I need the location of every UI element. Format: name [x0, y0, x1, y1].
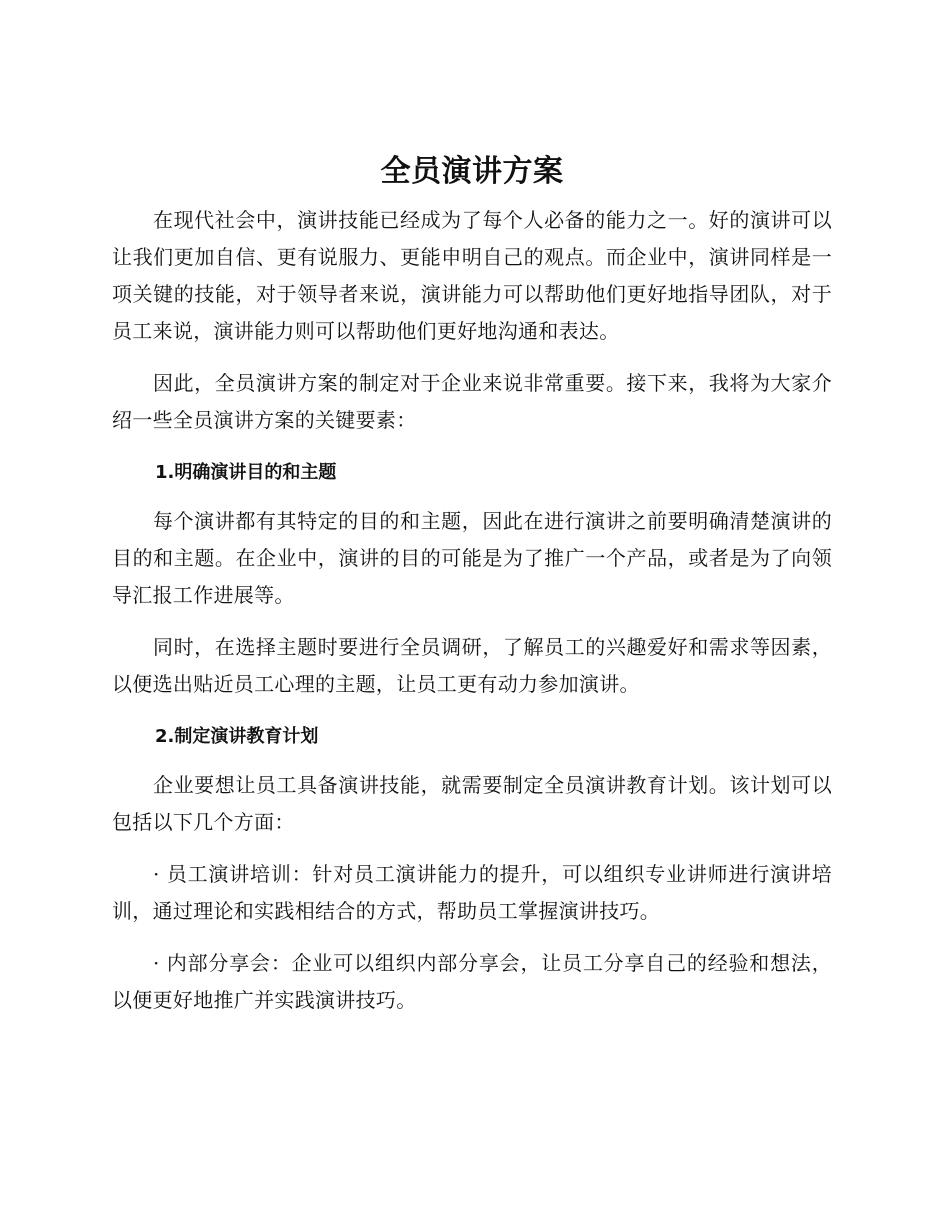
document-title: 全员演讲方案 — [380, 154, 564, 189]
intro-paragraph-1: 在现代社会中，演讲技能已经成为了每个人必备的能力之一。好的演讲可以让我们更加自信、更有说服力、更能申明自己的观点。而企业中，演讲同样是一项关键的技能，对于领导者来说，演讲能力可以帮助他们更好地指导团队，对于员工来说，演讲能力则可以帮助他们更好地沟通和表达。 — [112, 208, 832, 343]
section-2-heading: 2.制定演讲教育计划 — [155, 726, 319, 747]
section-2-paragraph-1: 企业要想让员工具备演讲技能，就需要制定全员演讲教育计划。该计划可以包括以下几个方面： — [112, 773, 832, 834]
intro-paragraph-2: 因此，全员演讲方案的制定对于企业来说非常重要。接下来，我将为大家介绍一些全员演讲方案的关键要素： — [112, 371, 832, 432]
section-1-paragraph-1: 每个演讲都有其特定的目的和主题，因此在进行演讲之前要明确清楚演讲的目的和主题。在企业中，演讲的目的可能是为了推广一个产品，或者是为了向领导汇报工作进展等。 — [112, 509, 832, 607]
section-1-paragraph-2: 同时，在选择主题时要进行全员调研，了解员工的兴趣爱好和需求等因素，以便选出贴近员工心理的主题，让员工更有动力参加演讲。 — [112, 635, 832, 696]
bullet-item-training: · 员工演讲培训：针对员工演讲能力的提升，可以组织专业讲师进行演讲培训，通过理论和实践相结合的方式，帮助员工掌握演讲技巧。 — [112, 862, 832, 923]
document-body — [112, 148, 832, 1034]
bullet-item-sharing: · 内部分享会：企业可以组织内部分享会，让员工分享自己的经验和想法，以便更好地推广并实践演讲技巧。 — [112, 951, 832, 1012]
section-1-heading: 1.明确演讲目的和主题 — [155, 462, 337, 483]
